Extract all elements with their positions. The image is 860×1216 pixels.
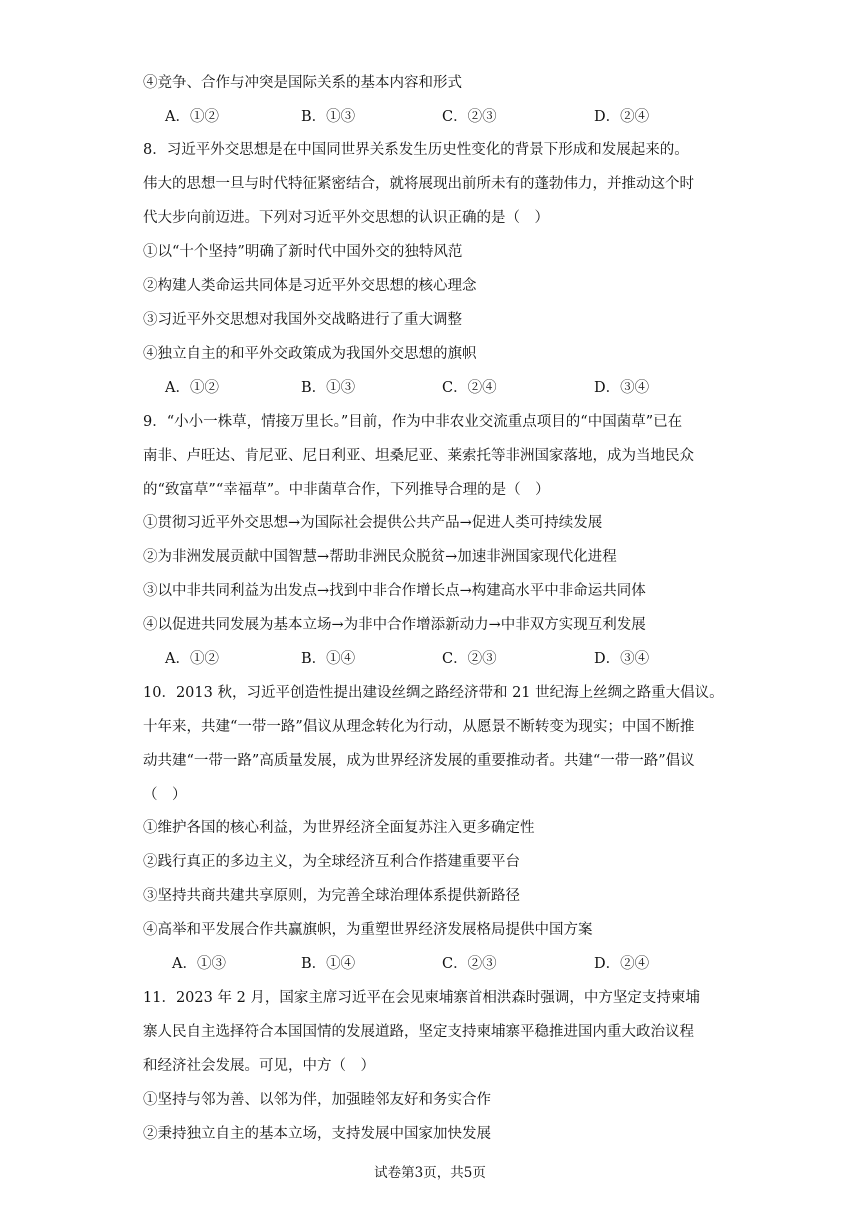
- q9-stem-line-2: 南非、卢旺达、肯尼亚、尼日利亚、坦桑尼亚、莱索托等非洲国家落地，成为当地民众: [143, 448, 694, 464]
- q9-option-b[interactable]: B．①④: [301, 651, 356, 667]
- q7-option-b[interactable]: B．①③: [301, 109, 356, 125]
- q11-statement-2: ②秉持独立自主的基本立场，支持发展中国家加快发展: [143, 1126, 491, 1142]
- q10-statement-2: ②践行真正的多边主义，为全球经济互利合作搭建重要平台: [143, 854, 520, 870]
- q10-options: [172, 954, 732, 974]
- q10-option-b[interactable]: B．①④: [301, 956, 356, 972]
- q11-stem-line-2: 寨人民自主选择符合本国国情的发展道路，坚定支持柬埔寨平稳推进国内重大政治议程: [143, 1024, 694, 1040]
- q8-stem-line-2: 伟大的思想一旦与时代特征紧密结合，就将展现出前所未有的蓬勃伟力，并推动这个时: [143, 176, 694, 192]
- q9-stem-line-1: 9．“小小一株草，情接万里长。”目前，作为中非农业交流重点项目的“中国菌草”已在: [143, 414, 683, 430]
- q7-statement-4: ④竞争、合作与冲突是国际关系的基本内容和形式: [143, 75, 462, 91]
- q8-statement-1: ①以“十个坚持”明确了新时代中国外交的独特风范: [143, 244, 463, 260]
- q10-stem-line-1: 10．2013 秋，习近平创造性提出建设丝绸之路经济带和 21 世纪海上丝绸之路重大倡议。: [143, 685, 724, 701]
- q9-option-d[interactable]: D．③④: [594, 651, 650, 667]
- q9-options: [165, 649, 725, 669]
- q9-stem-line-3: 的“致富草”“幸福草”。中非菌草合作，下列推导合理的是（ ）: [143, 482, 550, 498]
- q8-stem-line-1: 8．习近平外交思想是在中国同世界关系发生历史性变化的背景下形成和发展起来的。: [143, 142, 689, 158]
- q10-statement-1: ①维护各国的核心利益，为世界经济全面复苏注入更多确定性: [143, 820, 535, 836]
- q8-option-a[interactable]: A．①②: [165, 380, 219, 396]
- q11-stem-line-1: 11．2023 年 2 月，国家主席习近平在会见柬埔寨首相洪森时强调，中方坚定支持柬埔: [143, 990, 700, 1006]
- q9-option-c[interactable]: C．②③: [442, 651, 497, 667]
- q10-stem-line-2: 十年来，共建“一带一路”倡议从理念转化为行动，从愿景不断转变为现实；中国不断推: [143, 719, 695, 735]
- q8-option-b[interactable]: B．①③: [301, 380, 356, 396]
- q9-option-a[interactable]: A．①②: [165, 651, 219, 667]
- q7-option-a[interactable]: A．①②: [165, 109, 219, 125]
- q8-option-d[interactable]: D．③④: [594, 380, 650, 396]
- q10-option-c[interactable]: C．②③: [442, 956, 497, 972]
- q7-option-d[interactable]: D．②④: [594, 109, 650, 125]
- q8-stem-line-3: 代大步向前迈进。下列对习近平外交思想的认识正确的是（ ）: [143, 210, 549, 226]
- q10-option-d[interactable]: D．②④: [594, 956, 650, 972]
- q10-stem-line-4: （ ）: [143, 787, 187, 803]
- q8-options: [165, 378, 725, 398]
- q11-statement-1: ①坚持与邻为善、以邻为伴，加强睦邻友好和务实合作: [143, 1092, 491, 1108]
- q10-statement-3: ③坚持共商共建共享原则，为完善全球治理体系提供新路径: [143, 888, 520, 904]
- q7-options: [165, 107, 725, 127]
- page-footer: 试卷第3页，共5页: [374, 1165, 486, 1181]
- q9-statement-1: ①贯彻习近平外交思想→为国际社会提供公共产品→促进人类可持续发展: [143, 515, 603, 531]
- q11-stem-line-3: 和经济社会发展。可见，中方（ ）: [143, 1058, 375, 1074]
- q7-option-c[interactable]: C．②③: [442, 109, 497, 125]
- q10-option-a[interactable]: A．①③: [172, 956, 226, 972]
- q9-statement-3: ③以中非共同利益为出发点→找到中非合作增长点→构建高水平中非命运共同体: [143, 583, 646, 599]
- q8-option-c[interactable]: C．②④: [442, 380, 497, 396]
- q8-statement-4: ④独立自主的和平外交政策成为我国外交思想的旗帜: [143, 346, 477, 362]
- q9-statement-4: ④以促进共同发展为基本立场→为非中合作增添新动力→中非双方实现互利发展: [143, 617, 646, 633]
- q8-statement-2: ②构建人类命运共同体是习近平外交思想的核心理念: [143, 278, 477, 294]
- q9-statement-2: ②为非洲发展贡献中国智慧→帮助非洲民众脱贫→加速非洲国家现代化进程: [143, 549, 617, 565]
- q10-statement-4: ④高举和平发展合作共赢旗帜，为重塑世界经济发展格局提供中国方案: [143, 922, 593, 938]
- q10-stem-line-3: 动共建“一带一路”高质量发展，成为世界经济发展的重要推动者。共建“一带一路”倡议: [143, 753, 695, 769]
- q8-statement-3: ③习近平外交思想对我国外交战略进行了重大调整: [143, 312, 462, 328]
